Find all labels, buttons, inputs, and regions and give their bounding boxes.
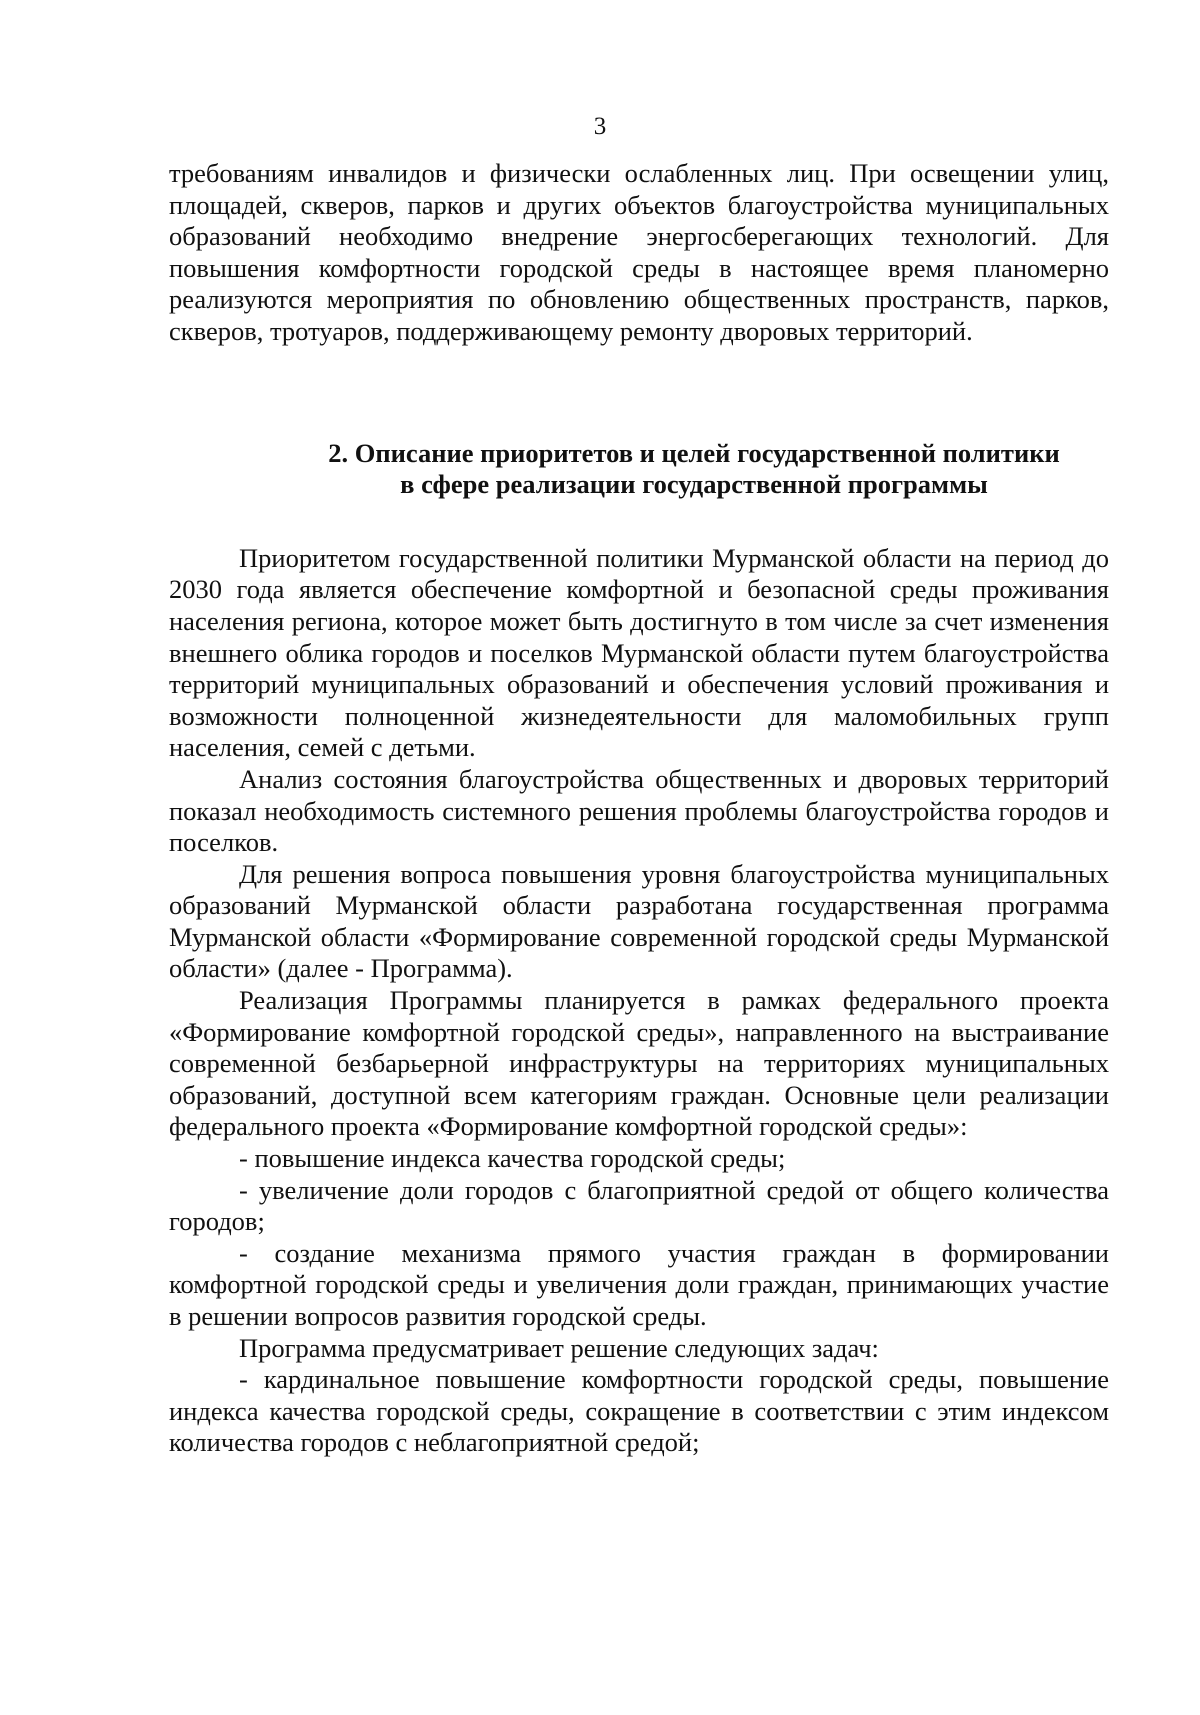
task-item-1: - кардинальное повышение комфортности городской среды, повышение индекса качества городской среды, сокращение в соответствии с этим индексом количества городов с неблагоприятной средой;: [169, 1364, 1109, 1458]
goal-item-3: - создание механизма прямого участия граждан в формировании комфортной городской среды и увеличения доли граждан, принимающих участие в решении вопросов развития городской среды.: [169, 1237, 1109, 1331]
paragraph-tasks: Программа предусматривает решение следующих задач:: [239, 1332, 879, 1363]
section-heading: [169, 438, 1109, 501]
section-heading-line-2: в сфере реализации государственной программы: [400, 469, 988, 500]
page-number: 3: [593, 113, 607, 140]
paragraph-program: Для решения вопроса повышения уровня благоустройства муниципальных образований Мурманской области разработана государственная программа Мурманской области «Формирование современной городской среды Мурманской области» (далее - Программа).: [169, 858, 1109, 984]
paragraph-priority: Приоритетом государственной политики Мурманской области на период до 2030 года является обеспечение комфортной и безопасной среды проживания населения региона, которое может быть достигнуто в том числе за счет изменения внешнего облика городов и поселков Мурманской области путем благоустройства территорий муниципальных образований и обеспечения условий проживания и возможности полноценной жизнедеятельности для маломобильных групп населения, семей с детьми.: [169, 542, 1109, 763]
section-heading-line-1: 2. Описание приоритетов и целей государственной политики: [328, 437, 1060, 468]
goal-item-2: - увеличение доли городов с благоприятной средой от общего количества городов;: [169, 1174, 1109, 1237]
goal-item-1: - повышение индекса качества городской среды;: [239, 1143, 786, 1174]
paragraph-federal-project: Реализация Программы планируется в рамках федерального проекта «Формирование комфортной городской среды», направленного на выстраивание современной безбарьерной инфраструктуры на территориях муниципальных образований, доступной всем категориям граждан. Основные цели реализации федерального проекта «Формирование комфортной городской среды»:: [169, 985, 1109, 1142]
paragraph-analysis: Анализ состояния благоустройства общественных и дворовых территорий показал необходимость системного решения проблемы благоустройства городов и поселков.: [169, 763, 1109, 858]
document-body: [169, 158, 1109, 1459]
intro-paragraph: требованиям инвалидов и физически ослабленных лиц. При освещении улиц, площадей, скверов, парков и других объектов благоустройства муниципальных образований необходимо внедрение энергосберегающих технологий. Для повышения комфортности городской среды в настоящее время планомерно реализуются мероприятия по обновлению общественных пространств, парков, скверов, тротуаров, поддерживающему ремонту дворовых территорий.: [169, 158, 1109, 346]
